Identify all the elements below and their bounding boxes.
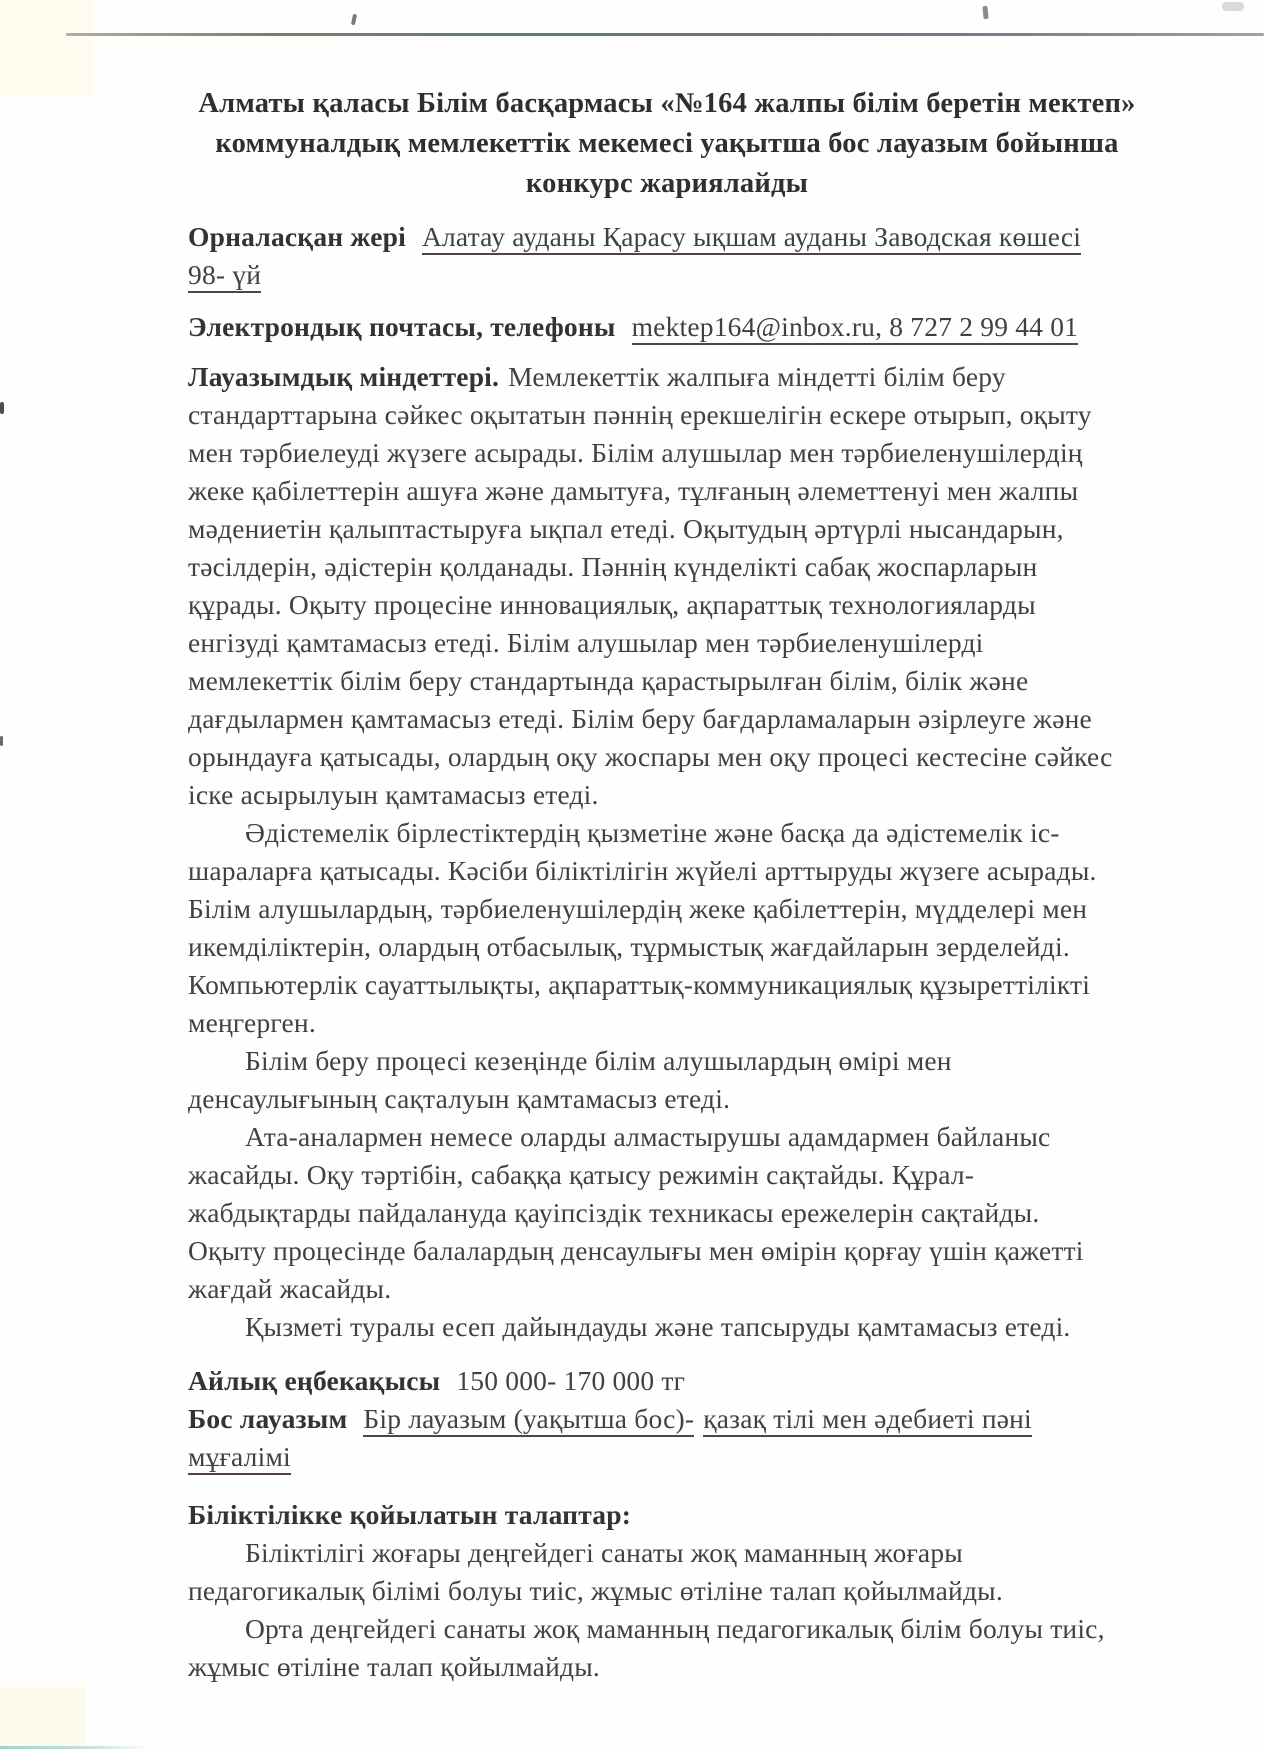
location-value: Алатау ауданы Қарасу ықшам ауданы Заводская көшесі [422, 221, 1081, 255]
salary-value: 150 000- 170 000 тг [456, 1365, 686, 1396]
location-section [188, 218, 1146, 294]
text-line: жасайды. Оқу тәртібін, сабаққа қатысу режимін сақтайды. Құрал- [188, 1159, 975, 1190]
scan-bottom-edge-line [0, 1746, 150, 1749]
text-line: тәсілдерін, әдістерін қолданады. Пәннің күнделікті сабақ жоспарларын [188, 551, 1038, 582]
text-line: стандарттарына сәйкес оқытатын пәннің ерекшелігін ескере отырып, оқыту [188, 399, 1092, 430]
text-line: Білім беру процесі кезеңінде білім алушылардың өмірі мен [245, 1045, 952, 1076]
requirements-heading: Біліктілікке қойылатын талаптар: [188, 1499, 632, 1530]
text-line: Орта деңгейдегі санаты жоқ маманның педагогикалық білім болуы тиіс, [245, 1613, 1105, 1644]
title-line: Алматы қаласы Білім басқармасы «№164 жалпы білім беретін мектеп» [198, 88, 1136, 119]
text-line: икемділіктерін, олардың отбасылық, тұрмыстық жағдайларын зерделейді. [188, 931, 1070, 962]
salary-section [188, 1362, 1146, 1476]
location-value: 98- үй [188, 259, 261, 293]
text-line: Оқыту процесінде балалардың денсаулығы мен өмірін қорғау үшін қажетті [188, 1235, 1084, 1266]
text-line: мен тәрбиелеуді жүзеге асырады. Білім алушылар мен тәрбиеленушілердің [188, 437, 1083, 468]
text-line: мәдениетін қалыптастыруға ықпал етеді. Оқытудың әртүрлі нысандарын, [188, 513, 1064, 544]
title-line: коммуналдық мемлекеттік мекемесі уақытша бос лауазым бойынша [215, 128, 1119, 159]
scan-tint-top-left [0, 0, 94, 96]
scan-speck [1222, 2, 1244, 11]
contact-label: Электрондық почтасы, телефоны [188, 311, 616, 342]
scan-speck [982, 6, 988, 19]
duties-heading: Лауазымдық міндеттері. [188, 361, 500, 392]
text-line: шараларға қатысады. Кәсіби біліктілігін жүйелі арттыруды жүзеге асырады. [188, 855, 1097, 886]
text-line: дағдылармен қамтамасыз етеді. Білім беру бағдарламаларын әзірлеуге және [188, 703, 1092, 734]
text-line: жеке қабілеттерін ашуға және дамытуға, тұлғаның әлеметтенуі мен жалпы [188, 475, 1079, 506]
text-line: Біліктілігі жоғары деңгейдегі санаты жоқ маманның жоғары [245, 1537, 963, 1568]
scan-top-edge-line [66, 33, 1264, 36]
document-title [188, 84, 1146, 204]
contact-value: mektep164@inbox.ru, 8 727 2 99 44 01 [632, 311, 1079, 345]
scan-speck [351, 14, 357, 26]
location-line [188, 256, 1146, 294]
vacancy-value: мұғалімі [188, 1441, 291, 1475]
vacancy-line [188, 1400, 1146, 1438]
vacancy-value: Бір лауазым (уақытша бос)- [363, 1403, 694, 1437]
contact-section [188, 308, 1146, 346]
text-line: меңгерген. [188, 1007, 316, 1038]
location-label: Орналасқан жері [188, 221, 406, 252]
title-line: конкурс жариялайды [525, 168, 809, 199]
duties-heading-rest: Мемлекеттік жалпыға міндетті білім беру [508, 361, 1006, 392]
vacancy-label: Бос лауазым [188, 1403, 348, 1434]
duties-section [188, 358, 1146, 1346]
document-content [188, 84, 1146, 1686]
text-line: жабдықтарды пайдалануда қауіпсіздік техникасы ережелерін сақтайды. [188, 1197, 1040, 1228]
scan-speck [0, 736, 3, 746]
text-line: мемлекеттік білім беру стандартында қарастырылған білім, білік және [188, 665, 1029, 696]
text-line: іске асырылуын қамтамасыз етеді. [188, 779, 599, 810]
text-line: енгізуді қамтамасыз етеді. Білім алушылар мен тәрбиеленушілерді [188, 627, 984, 658]
text-line: жұмыс өтіліне талап қойылмайды. [188, 1651, 600, 1682]
text-line: құрады. Оқыту процесіне инновациялық, ақпараттық технологияларды [188, 589, 1036, 620]
contact-line [188, 308, 1146, 346]
text-line: Білім алушылардың, тәрбиеленушілердің жеке қабілеттерін, мүдделері мен [188, 893, 1088, 924]
scan-tint-bottom-left [0, 1688, 86, 1750]
text-line: денсаулығының сақталуын қамтамасыз етеді. [188, 1083, 731, 1114]
text-line: Ата-аналармен немесе оларды алмастырушы адамдармен байланыс [245, 1121, 1051, 1152]
scan-speck [0, 402, 4, 414]
text-line: орындауға қатысады, олардың оқу жоспары мен оқу процесі кестесіне сәйкес [188, 741, 1113, 772]
text-line: Әдістемелік бірлестіктердің қызметіне және басқа да әдістемелік іс- [245, 817, 1060, 848]
location-line [188, 218, 1146, 256]
salary-line [188, 1362, 1146, 1400]
vacancy-line [188, 1438, 1146, 1476]
duties-heading-line [188, 358, 1146, 396]
text-line: Компьютерлік сауаттылықты, ақпараттық-коммуникациялық құзыреттілікті [188, 969, 1091, 1000]
text-line: Қызметі туралы есеп дайындауды және тапсыруды қамтамасыз етеді. [245, 1311, 1071, 1342]
text-line: жағдай жасайды. [188, 1273, 392, 1304]
text-line: педагогикалық білімі болуы тиіс, жұмыс өтіліне талап қойылмайды. [188, 1575, 1003, 1606]
salary-label: Айлық еңбекақысы [188, 1365, 441, 1396]
requirements-section [188, 1496, 1146, 1686]
vacancy-value: қазақ тілі мен әдебиеті пәні [703, 1403, 1032, 1437]
